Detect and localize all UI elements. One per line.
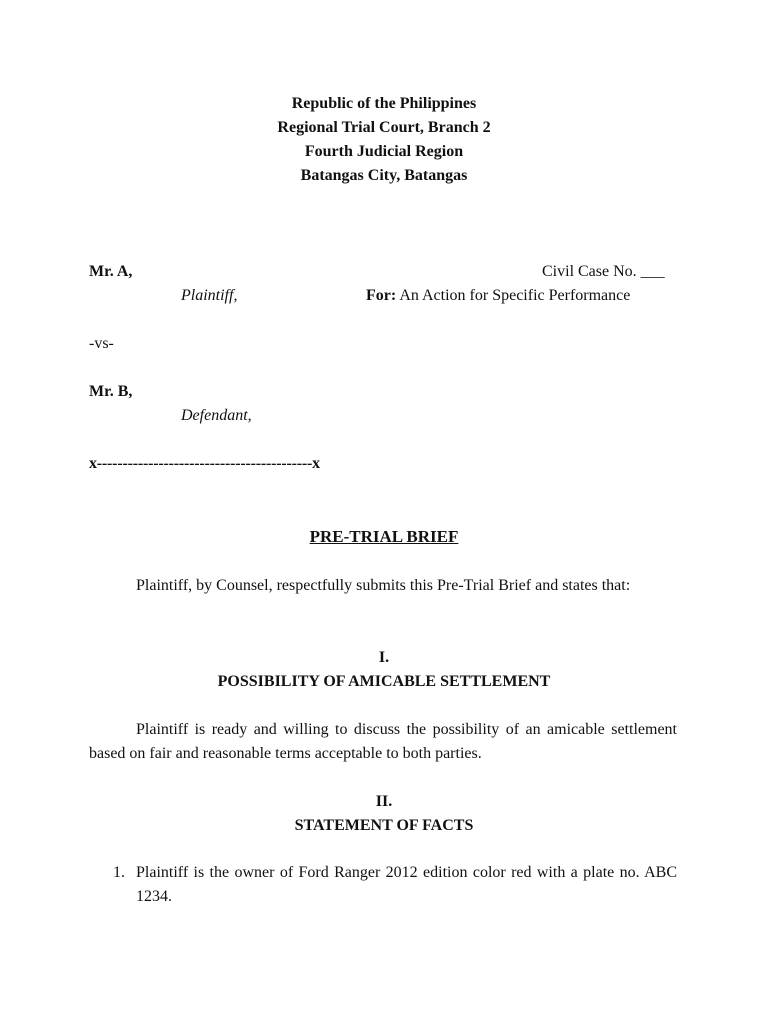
section-1-heading: POSSIBILITY OF AMICABLE SETTLEMENT bbox=[217, 673, 551, 690]
section-2-numeral: II. bbox=[375, 793, 393, 810]
versus: -vs- bbox=[89, 335, 114, 352]
list-item-text: Plaintiff is the owner of Ford Ranger 2012 edition color red with a plate no. ABC 1234. bbox=[136, 864, 677, 905]
defendant-name: Mr. B, bbox=[89, 383, 133, 400]
header-republic: Republic of the Philippines bbox=[291, 95, 477, 112]
document-title: PRE-TRIAL BRIEF bbox=[309, 527, 459, 546]
list-item-number: 1. bbox=[113, 864, 125, 881]
header-court: Regional Trial Court, Branch 2 bbox=[277, 119, 491, 136]
case-nature bbox=[366, 284, 630, 308]
section-1-body: Plaintiff is ready and willing to discuss the possibility of an amicable settlement based on fair and reasonable terms acceptable to both parties. bbox=[89, 721, 677, 762]
header-city: Batangas City, Batangas bbox=[300, 167, 468, 184]
document-title-wrap bbox=[0, 525, 768, 550]
for-label: For: bbox=[366, 287, 397, 304]
plaintiff-name: Mr. A, bbox=[89, 263, 133, 280]
plaintiff-role: Plaintiff, bbox=[181, 287, 238, 304]
header-region: Fourth Judicial Region bbox=[304, 143, 464, 160]
section-1-numeral: I. bbox=[378, 649, 390, 666]
case-number: Civil Case No. ___ bbox=[542, 263, 665, 280]
list-item bbox=[89, 861, 677, 909]
for-text: An Action for Specific Performance bbox=[399, 287, 631, 304]
intro-paragraph: Plaintiff, by Counsel, respectfully submits this Pre-Trial Brief and states that: bbox=[136, 577, 631, 594]
caption-separator: x------------------------------------------x bbox=[89, 455, 320, 472]
section-2-heading: STATEMENT OF FACTS bbox=[294, 817, 474, 834]
defendant-role: Defendant, bbox=[181, 407, 252, 424]
